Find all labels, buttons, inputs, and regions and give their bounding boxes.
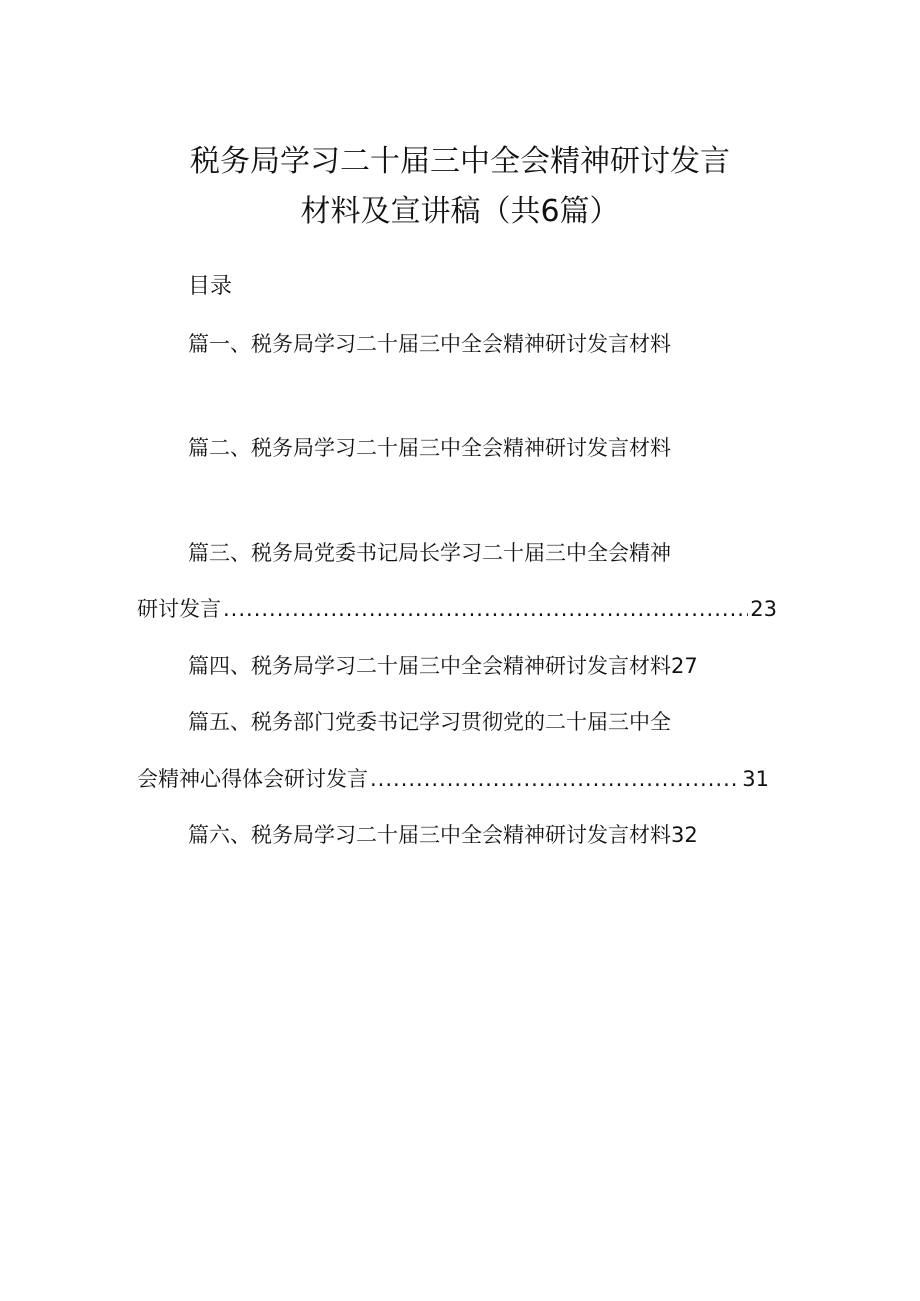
toc-entry-1[interactable] <box>188 329 671 359</box>
toc-entry-5-page: 31 <box>742 767 769 791</box>
toc-entry-5-line-1[interactable] <box>188 707 671 737</box>
toc-entry-4-text: 篇四、税务局学习二十届三中全会精神研讨发言材料 <box>188 654 671 678</box>
document-title-line-1: 税务局学习二十届三中全会精神研讨发言 <box>190 144 730 179</box>
toc-entry-3-page: 23 <box>750 597 777 621</box>
toc-entry-5-text-line-2: 会精神心得体会研讨发言 <box>137 767 368 791</box>
toc-heading: 目录 <box>188 274 233 299</box>
toc-entry-5-text-line-1: 篇五、税务部门党委书记学习贯彻党的二十届三中全 <box>188 710 671 734</box>
dot-leader <box>223 594 748 624</box>
toc-entry-3-line-2[interactable] <box>137 594 777 624</box>
toc-entry-4[interactable] <box>188 651 698 681</box>
toc-entry-4-page: 27 <box>671 654 698 678</box>
toc-entry-3-text-line-2: 研讨发言 <box>137 597 221 621</box>
toc-entry-5-line-2[interactable] <box>137 764 769 794</box>
toc-entry-3-text-line-1: 篇三、税务局党委书记局长学习二十届三中全会精神 <box>188 541 671 565</box>
toc-entry-6[interactable] <box>188 820 698 850</box>
toc-entry-2-text: 篇二、税务局学习二十届三中全会精神研讨发言材料 <box>188 436 671 460</box>
toc-entry-6-text: 篇六、税务局学习二十届三中全会精神研讨发言材料 <box>188 823 671 847</box>
toc-entry-6-page: 32 <box>671 823 698 847</box>
dot-leader <box>370 764 740 794</box>
toc-entry-1-text: 篇一、税务局学习二十届三中全会精神研讨发言材料 <box>188 332 671 356</box>
toc-entry-2[interactable] <box>188 433 671 463</box>
toc-entry-3-line-1[interactable] <box>188 538 671 568</box>
document-title-line-2: 材料及宣讲稿（共6篇） <box>300 194 620 229</box>
